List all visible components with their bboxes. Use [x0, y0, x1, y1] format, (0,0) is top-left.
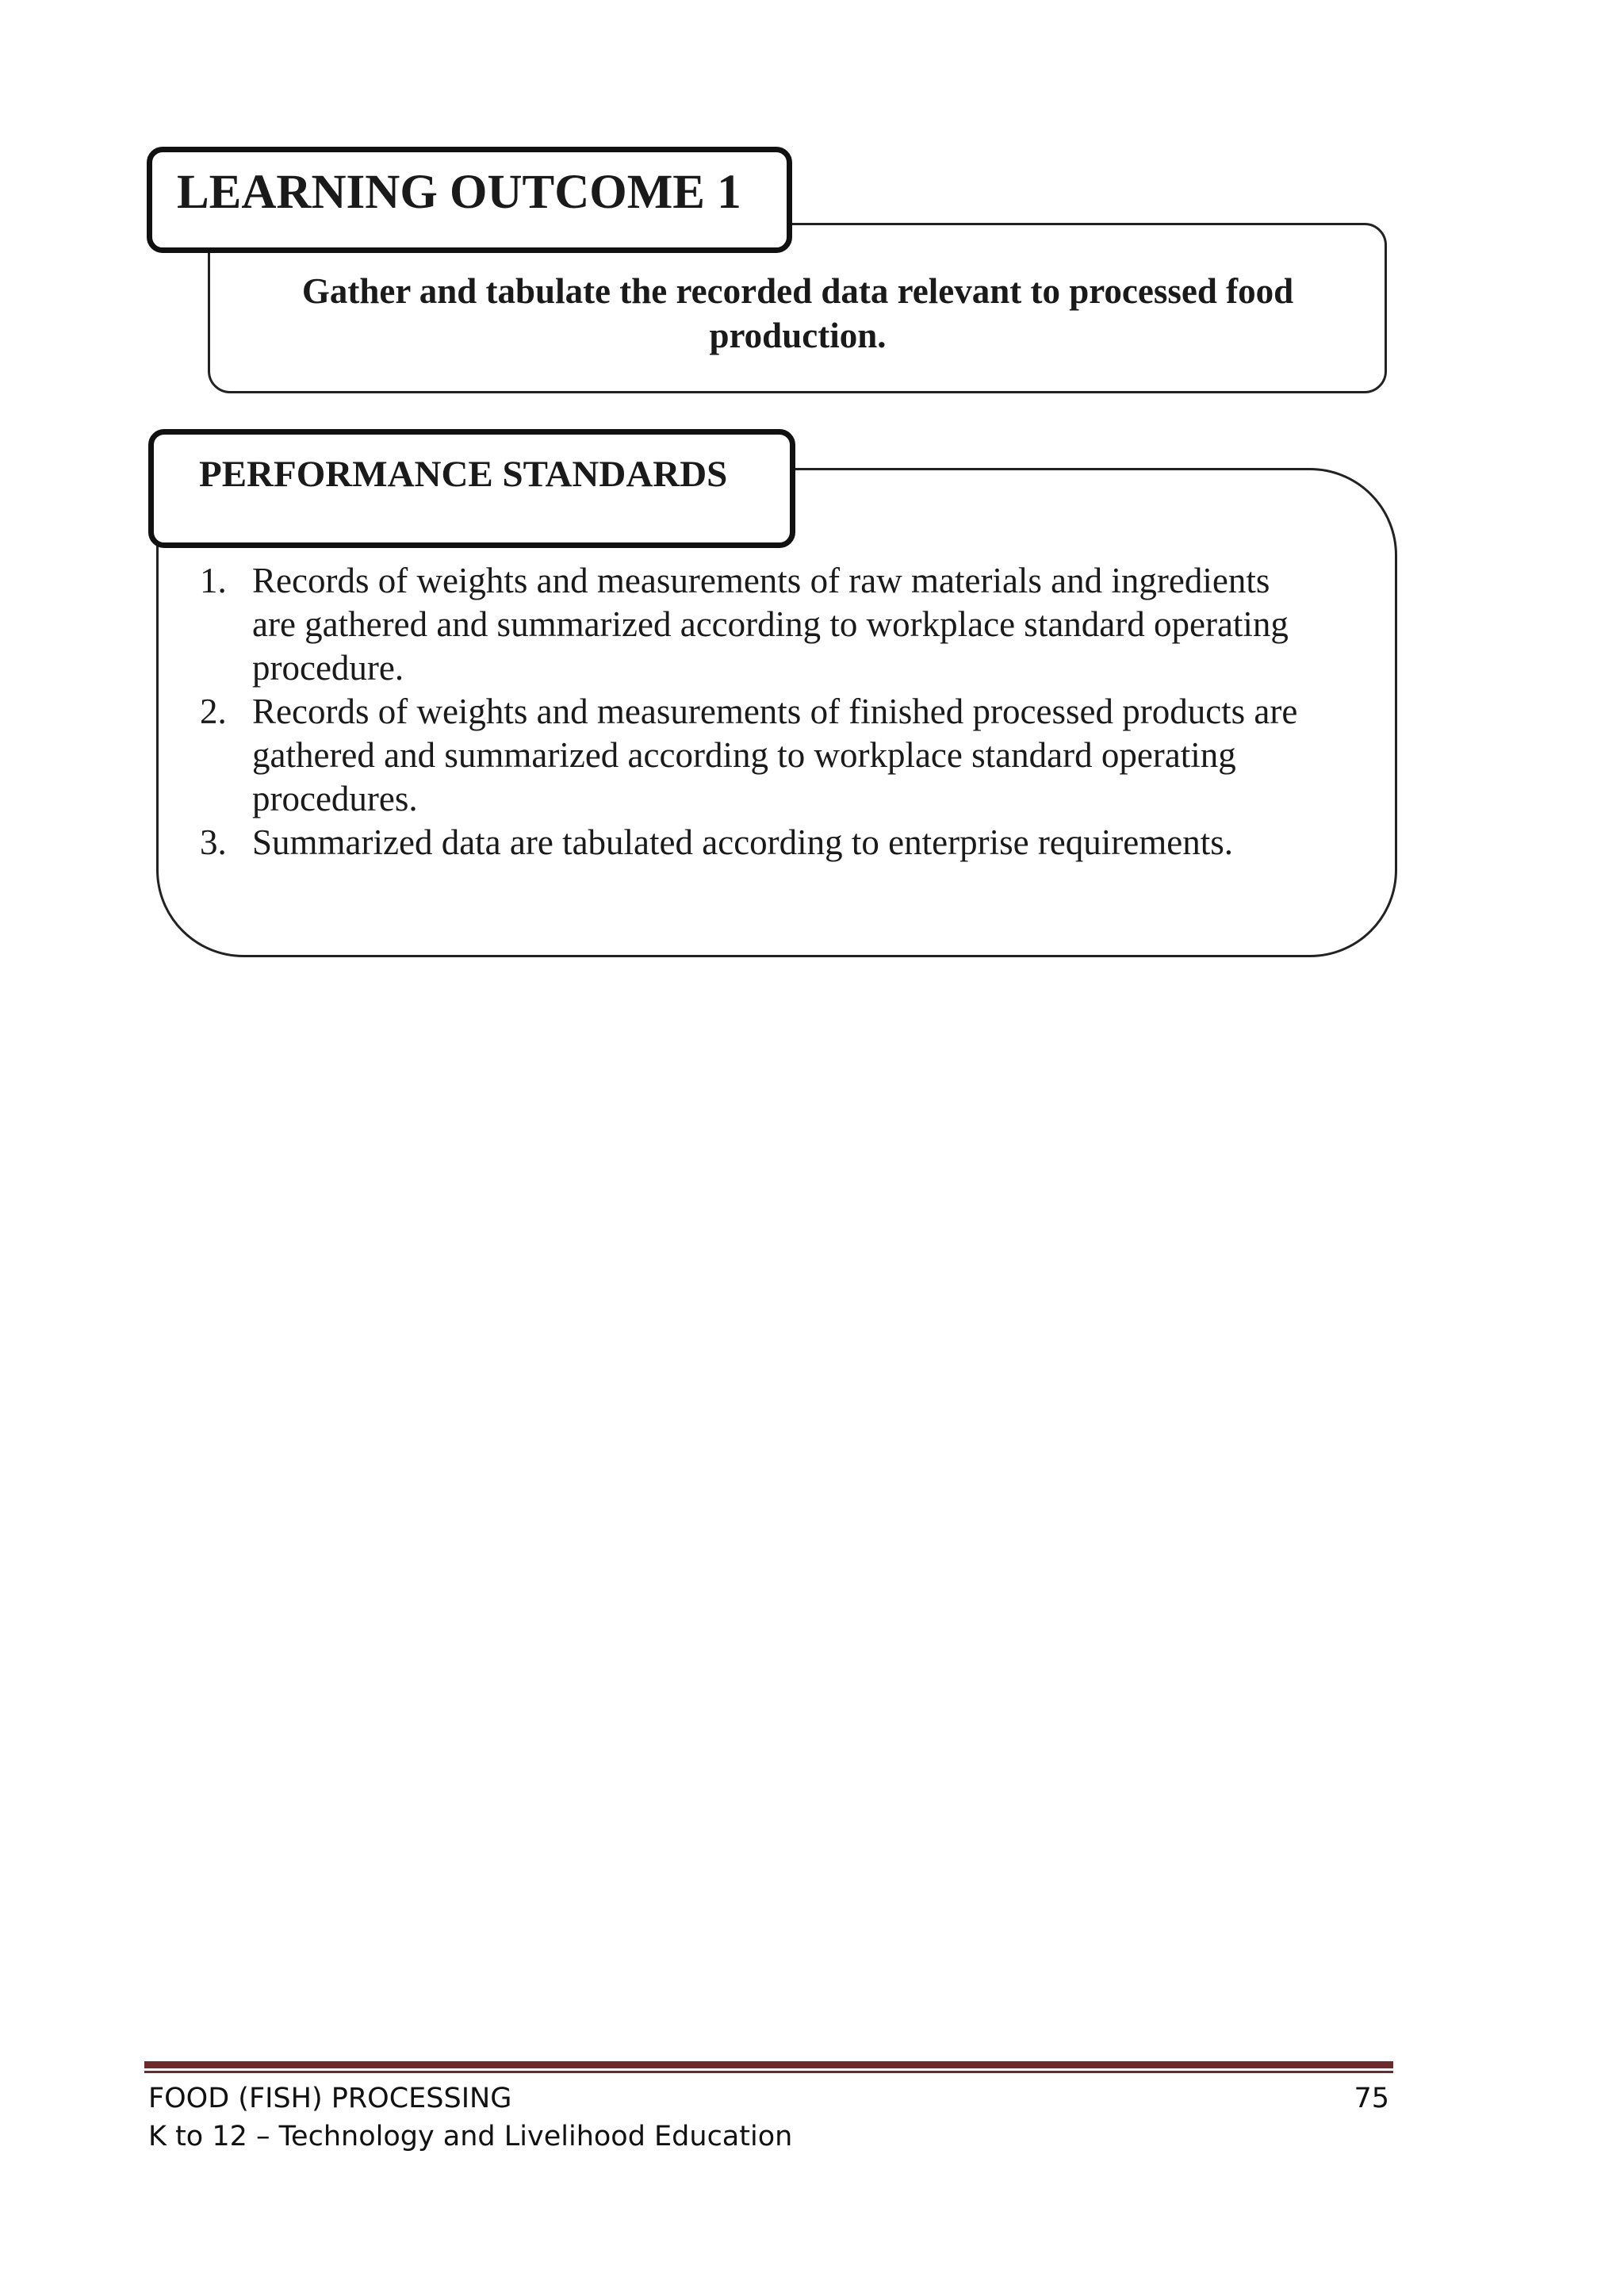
learning-outcome-title: LEARNING OUTCOME 1: [147, 147, 792, 253]
list-item-line: procedure.: [252, 648, 404, 688]
list-item-line: procedures.: [252, 779, 418, 818]
list-item-line: gathered and summarized according to workplace standard operating: [252, 735, 1236, 775]
statement-line: production.: [709, 316, 887, 355]
list-item: [200, 559, 1365, 690]
list-item-line: Summarized data are tabulated according to enterprise requirements.: [252, 822, 1233, 862]
footer-rule-thin: [144, 2071, 1393, 2073]
list-item-number: 2.: [200, 692, 227, 731]
list-item: [200, 821, 1365, 864]
list-item-line: Records of weights and measurements of raw materials and ingredients: [252, 561, 1270, 600]
footer-program: K to 12 – Technology and Livelihood Education: [148, 2121, 793, 2152]
page-footer: [148, 2079, 1393, 2156]
performance-standards-title: PERFORMANCE STANDARDS: [148, 429, 795, 548]
list-item-line: are gathered and summarized according to workplace standard operating: [252, 604, 1289, 644]
footer-rule-thick: [144, 2061, 1393, 2068]
list-item-number: 3.: [200, 822, 227, 862]
page-number: 75: [1354, 2083, 1389, 2114]
statement-line: Gather and tabulate the recorded data relevant to processed food: [301, 271, 1294, 311]
list-item-number: 1.: [200, 561, 227, 600]
list-item: [200, 690, 1365, 821]
footer-course: FOOD (FISH) PROCESSING: [148, 2083, 512, 2114]
list-item-line: Records of weights and measurements of finished processed products are: [252, 692, 1298, 731]
learning-outcome-statement: [238, 269, 1358, 358]
performance-standards-list: [200, 559, 1365, 864]
